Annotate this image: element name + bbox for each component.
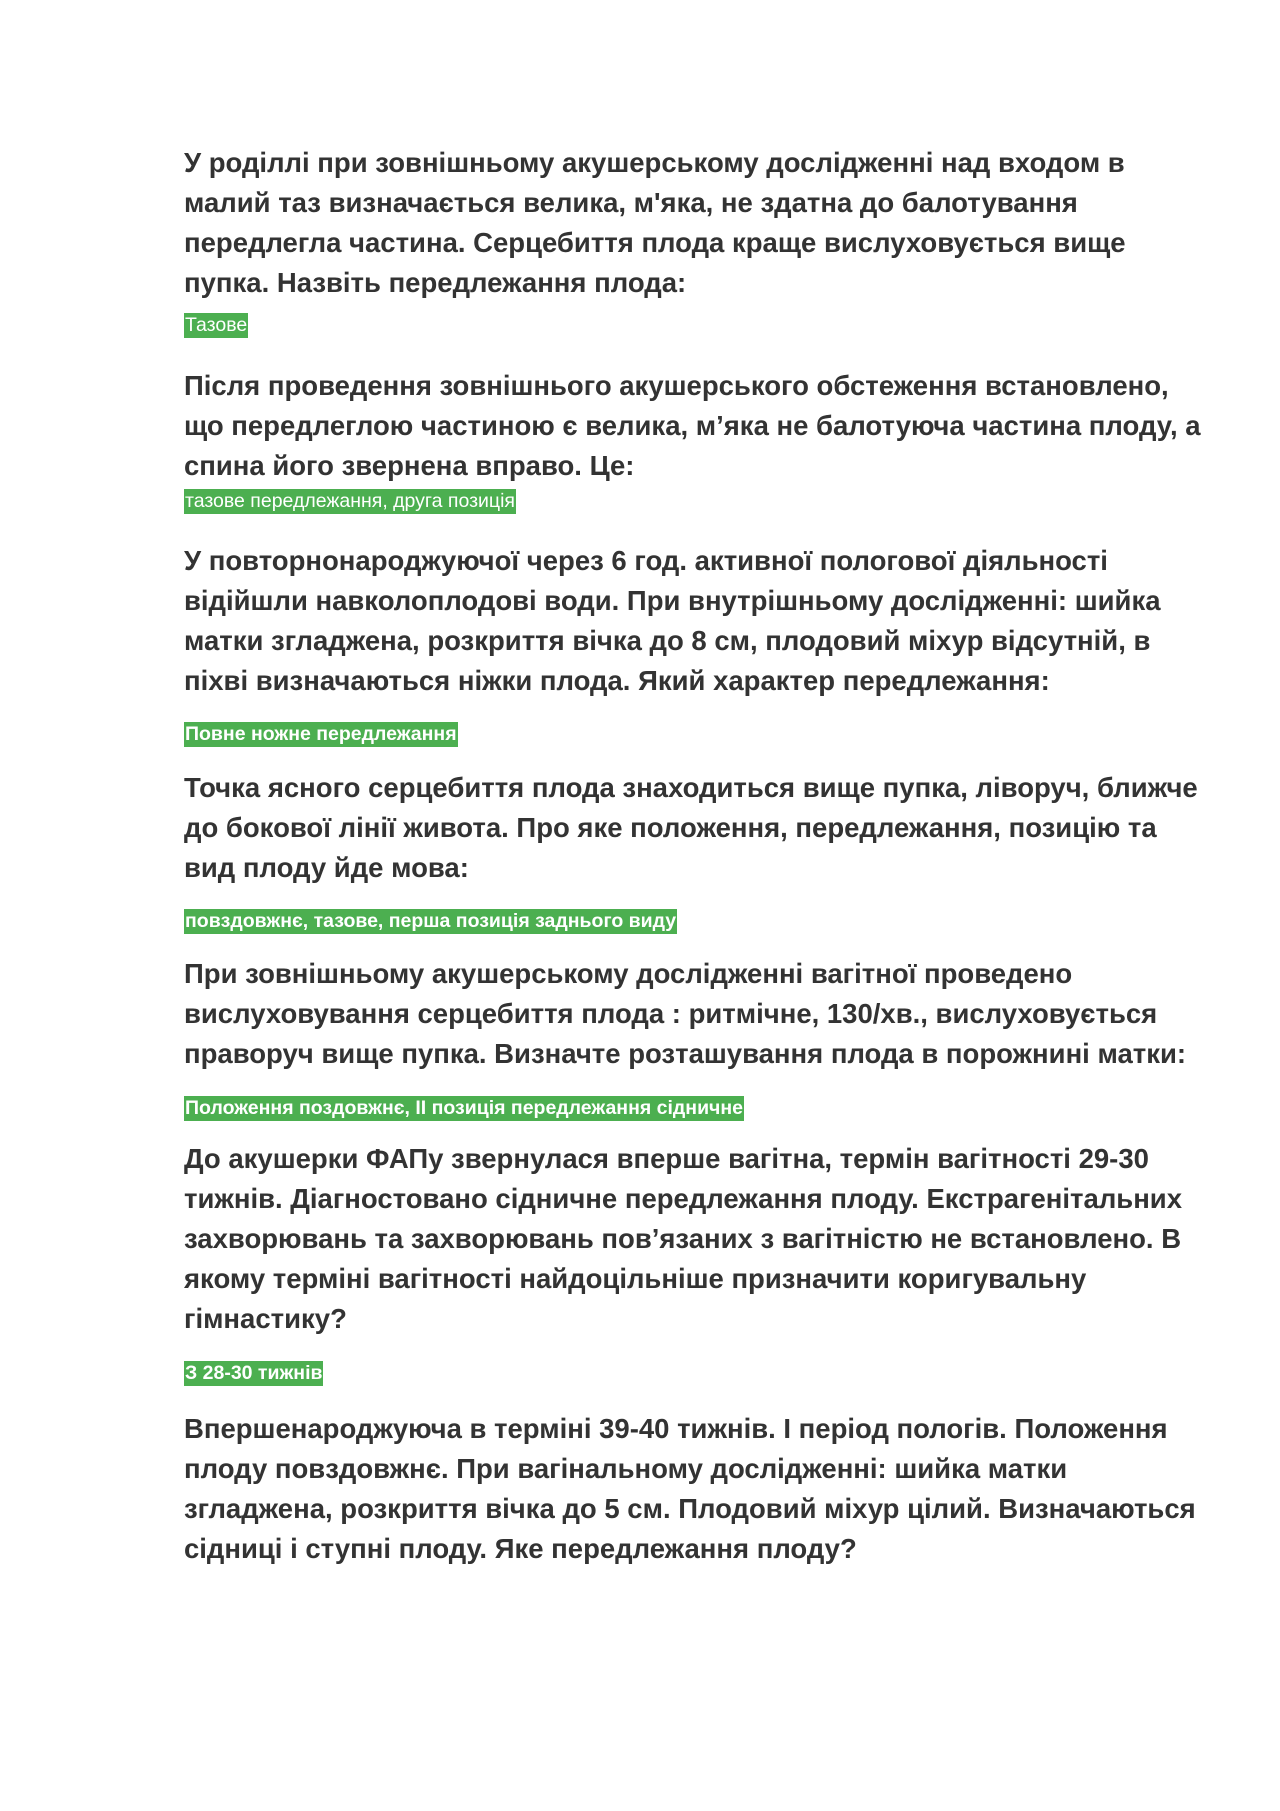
qa-item-6	[184, 1139, 1214, 1390]
answer-highlight: тазове передлежання, друга позиція	[185, 490, 515, 512]
qa-item-7	[184, 1409, 1214, 1569]
answer-highlight: повздовжнє, тазове, перша позиція заднього виду	[185, 910, 677, 932]
answer-highlight: Тазове	[185, 314, 248, 336]
question-text: Точка ясного серцебиття плода знаходиться вище пупка, ліворуч, ближче до бокової лінії живота. Про яке положення, передлежання, позицію та вид плоду йде мова:	[184, 772, 1198, 883]
document-page	[184, 143, 1214, 1569]
question-text: До акушерки ФАПу звернулася вперше вагітна, термін вагітності 29-30 тижнів. Діагностовано сідничне передлежання плоду. Екстрагенітальних захворювань та захворювань пов’язаних з вагітністю не встановлено. В якому терміні вагітності найдоцільніше призначити коригувальну гімнастику?	[184, 1143, 1183, 1334]
answer-highlight: Повне ножне передлежання	[185, 723, 457, 745]
question-text: У роділлі при зовнішньому акушерському дослідженні над входом в малий таз визначається велика, м'яка, не здатна до балотування передлегла частина. Серцебиття плода краще вислуховується вище пупка. Назвіть передлежання плода:	[184, 147, 1126, 298]
qa-item-1	[184, 143, 1214, 342]
question-text: При зовнішньому акушерському дослідженні вагітної проведено вислуховування серцебиття плода : ритмічне, 130/хв., вислуховується праворуч вище пупка. Визначте розташування плода в порожнині матки:	[184, 958, 1187, 1069]
qa-item-2	[184, 366, 1214, 518]
question-text: Впершенароджуюча в терміні 39-40 тижнів. І період пологів. Положення плоду повздовжнє. При вагінальному дослідженні: шийка матки згладжена, розкриття вічка до 5 см. Плодовий міхур цілий. Визначаються сідниці і ступні плоду. Яке передлежання плоду?	[184, 1413, 1196, 1564]
question-text: Після проведення зовнішнього акушерського обстеження встановлено, що передлеглою частиною є велика, м’яка не балотуюча частина плоду, а спина його звернена вправо. Це:	[184, 370, 1201, 481]
answer-highlight: З 28-30 тижнів	[185, 1362, 323, 1384]
answer-highlight: Положення поздовжнє, ІІ позиція передлежання сідничне	[185, 1097, 743, 1119]
question-text: У повторнонароджуючої через 6 год. активної пологової діяльності відійшли навколоплодові води. При внутрішньому дослідженні: шийка матки згладжена, розкриття вічка до 8 см, плодовий міхур відсутній, в піхві визначаються ніжки плода. Який характер передлежання:	[184, 545, 1161, 696]
qa-item-5	[184, 954, 1214, 1125]
qa-item-3	[184, 541, 1214, 751]
qa-item-4	[184, 768, 1214, 938]
